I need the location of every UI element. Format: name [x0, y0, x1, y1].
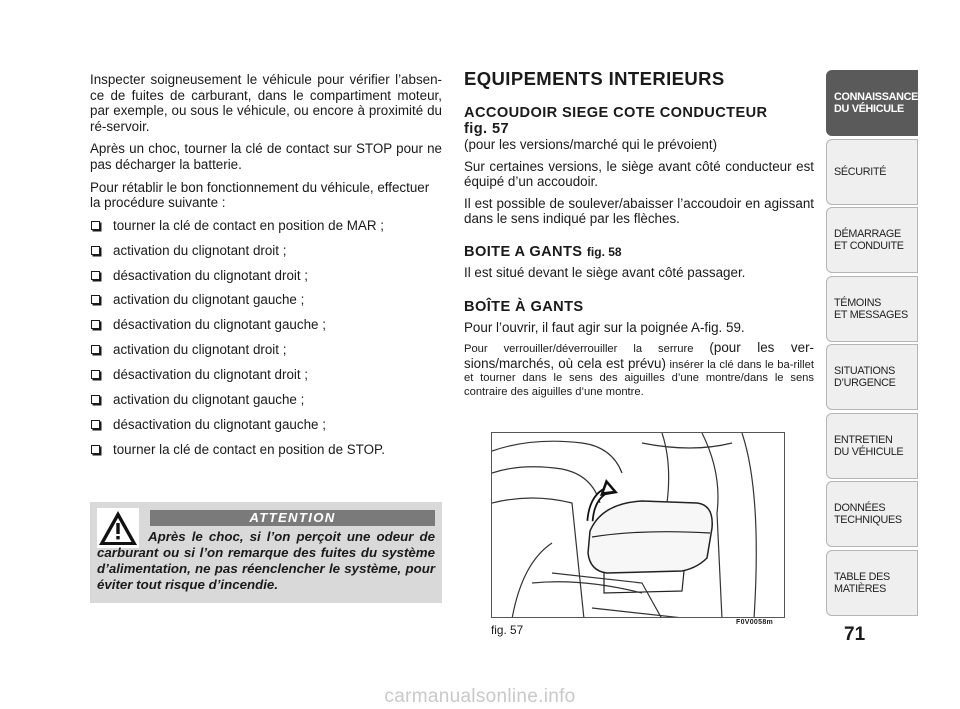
section-note: (pour les versions/marché qui le prévoient) [464, 137, 718, 152]
procedure-intro: Pour rétablir le bon fonctionnement du véhicule, effectuer la procédure suivante : [90, 179, 430, 211]
tab-connaissance[interactable]: CONNAISSANCE DU VÉHICULE [826, 70, 918, 136]
tab-securite[interactable]: SÉCURITÉ [826, 139, 918, 205]
battery-paragraph: Après un choc, tourner la clé de contact sur STOP pour ne pas décharger la batterie. [90, 141, 442, 172]
tab-situations[interactable]: SITUATIONS D’URGENCE [826, 344, 918, 410]
warning-label: ATTENTION [150, 510, 435, 526]
figure-caption: fig. 57 [491, 623, 524, 637]
page-title: EQUIPEMENTS INTERIEURS [464, 68, 725, 89]
section-paragraph-small: Pour verrouiller/déverrouiller la serrure (pour les ver-sions/marchés, où cela est prévu) insérer la clé dans le ba-rillet et tourner dans le sens des aiguilles d’une montre/dans le sens contraire des aiguilles d’une montre. [464, 340, 814, 398]
tab-donnees[interactable]: DONNÉES TECHNIQUES [826, 481, 918, 547]
page-number: 71 [844, 624, 866, 645]
list-item: désactivation du clignotant gauche ; [90, 417, 442, 433]
watermark: carmanualsonline.info [384, 686, 576, 707]
section-paragraph: Il est situé devant le siège avant côté passager. [464, 264, 746, 280]
tab-demarrage[interactable]: DÉMARRAGE ET CONDUITE [826, 207, 918, 273]
section-paragraph: Sur certaines versions, le siège avant côté conducteur est équipé d’un accoudoir. [464, 158, 814, 190]
list-item: tourner la clé de contact en position de STOP. [90, 442, 442, 458]
list-item: désactivation du clignotant gauche ; [90, 317, 442, 333]
tab-table[interactable]: TABLE DES MATIÈRES [826, 550, 918, 616]
tab-temoins[interactable]: TÉMOINS ET MESSAGES [826, 276, 918, 342]
intro-paragraph: Inspecter soigneusement le véhicule pour vérifier l’absen-ce de fuites de carburant, dans le compartiment moteur, par exemple, ou sous le véhicule, ou encore à proximité du ré-servoir. [90, 72, 442, 134]
list-item: désactivation du clignotant droit ; [90, 367, 442, 383]
left-column [90, 72, 442, 467]
section-heading: ACCOUDOIR SIEGE COTE CONDUCTEUR fig. 57 [464, 105, 768, 137]
right-column [464, 68, 814, 406]
list-item: activation du clignotant gauche ; [90, 292, 442, 308]
list-item: activation du clignotant droit ; [90, 342, 442, 358]
list-item: activation du clignotant droit ; [90, 243, 442, 259]
list-item: activation du clignotant gauche ; [90, 392, 442, 408]
list-item: désactivation du clignotant droit ; [90, 268, 442, 284]
section-heading: BOITE A GANTS fig. 58 [464, 243, 622, 260]
list-item: tourner la clé de contact en position de MAR ; [90, 218, 442, 234]
warning-text: Après le choc, si l’on perçoit une odeur de carburant ou si l’on remarque des fuites du système d’alimentation, ne pas réenclencher le système, pour éviter tout risque d’incendie. [97, 529, 435, 592]
section-paragraph: Pour l’ouvrir, il faut agir sur la poignée A-fig. 59. [464, 319, 745, 335]
section-heading: BOÎTE À GANTS [464, 298, 584, 315]
procedure-steps [90, 218, 442, 458]
tab-entretien[interactable]: ENTRETIEN DU VÉHICULE [826, 413, 918, 479]
armrest-illustration [492, 433, 785, 618]
section-paragraph: Il est possible de soulever/abaisser l’accoudoir en agissant dans le sens indiqué par les flèches. [464, 195, 814, 227]
figure-armrest [491, 432, 785, 618]
warning-box [90, 502, 442, 603]
figure-code: F0V0058m [736, 619, 774, 626]
